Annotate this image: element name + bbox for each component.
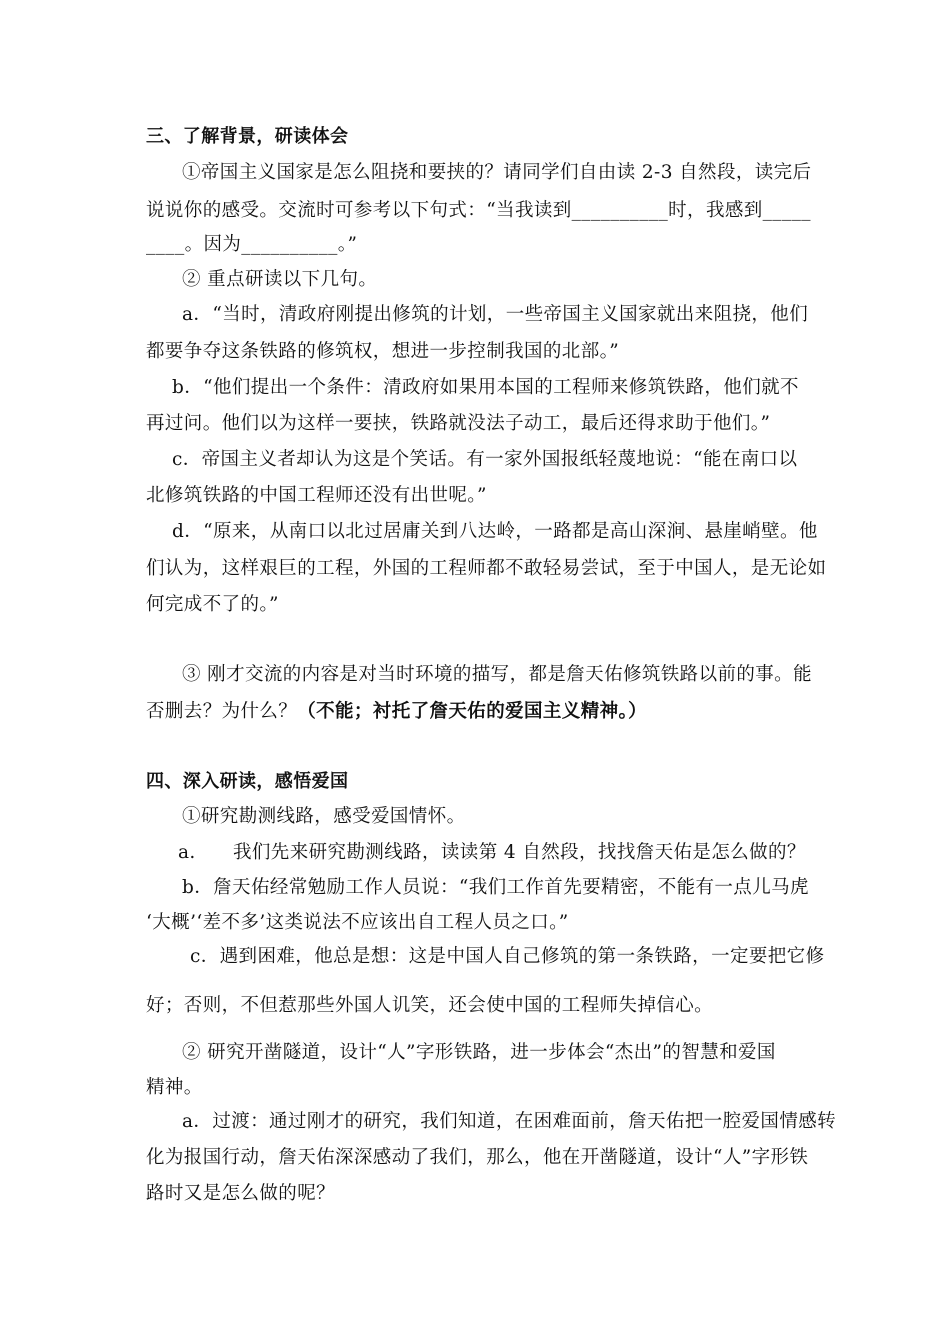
- paragraph-line: a．过渡：通过刚才的研究，我们知道，在困难面前，詹天佑把一腔爱国情感转: [182, 1111, 837, 1132]
- paragraph-line: ② 研究开凿隧道，设计“人”字形铁路，进一步体会“杰出”的智慧和爱国: [182, 1042, 776, 1063]
- quote-d-line: 们认为，这样艰巨的工程，外国的工程师都不敢轻易尝试，至于中国人，是无论如: [146, 558, 827, 579]
- paragraph-line: ①研究勘测线路，感受爱国情怀。: [182, 806, 466, 827]
- item-a-label: a.: [178, 842, 196, 863]
- section4-heading: 四、深入研读，感悟爱国: [146, 771, 349, 792]
- quote-c-line: 好；否则，不但惹那些外国人讥笑，还会使中国的工程师失掉信心。: [146, 995, 714, 1016]
- quote-b-line: 再过问。他们以为这样一要挟，铁路就没法子动工，最后还得求助于他们。”: [146, 413, 771, 434]
- answer-text: （不能；衬托了詹天佑的爱国主义精神。）: [297, 701, 648, 722]
- paragraph-line: 精神。: [146, 1077, 203, 1098]
- section3-heading: 三、了解背景，研读体会: [146, 126, 349, 147]
- quote-d-line: d．“原来，从南口以北过居庸关到八达岭，一路都是高山深涧、悬崖峭壁。他: [172, 521, 818, 542]
- quote-c-line: c．遇到困难，他总是想：这是中国人自己修筑的第一条铁路，一定要把它修: [190, 946, 825, 967]
- paragraph-line: 路时又是怎么做的呢？: [146, 1183, 336, 1204]
- paragraph-line: ③ 刚才交流的内容是对当时环境的描写，都是詹天佑修筑铁路以前的事。能: [182, 664, 812, 685]
- question-text: 否删去？为什么？: [146, 701, 298, 722]
- paragraph-line: ____。因为__________。”: [146, 234, 358, 255]
- paragraph-line: ② 重点研读以下几句。: [182, 269, 378, 290]
- quote-c-line: c．帝国主义者却认为这是个笑话。有一家外国报纸轻蔑地说：“能在南口以: [172, 449, 798, 470]
- paragraph-line: 说说你的感受。交流时可参考以下句式：“当我读到__________时，我感到_____: [146, 200, 811, 221]
- quote-a-line: a．“当时，清政府刚提出修筑的计划，一些帝国主义国家就出来阻挠，他们: [182, 304, 809, 325]
- quote-b-line: ‘大概’‘差不多’这类说法不应该出自工程人员之口。”: [146, 912, 569, 933]
- paragraph-line: [146, 699, 647, 725]
- paragraph-line: 化为报国行动，詹天佑深深感动了我们，那么，他在开凿隧道，设计“人”字形铁: [146, 1147, 809, 1168]
- quote-a-line: 都要争夺这条铁路的修筑权，想进一步控制我国的北部。”: [146, 341, 620, 362]
- quote-b-line: b．“他们提出一个条件：清政府如果用本国的工程师来修筑铁路，他们就不: [172, 377, 799, 398]
- item-a-text: 我们先来研究勘测线路，读读第 4 自然段，找找詹天佑是怎么做的？: [233, 842, 806, 863]
- paragraph-line: ①帝国主义国家是怎么阻挠和要挟的？请同学们自由读 2-3 自然段，读完后: [182, 162, 812, 183]
- quote-d-line: 何完成不了的。”: [146, 594, 279, 615]
- quote-b-line: b．詹天佑经常勉励工作人员说：“我们工作首先要精密，不能有一点儿马虎: [182, 877, 809, 898]
- quote-c-line: 北修筑铁路的中国工程师还没有出世呢。”: [146, 485, 487, 506]
